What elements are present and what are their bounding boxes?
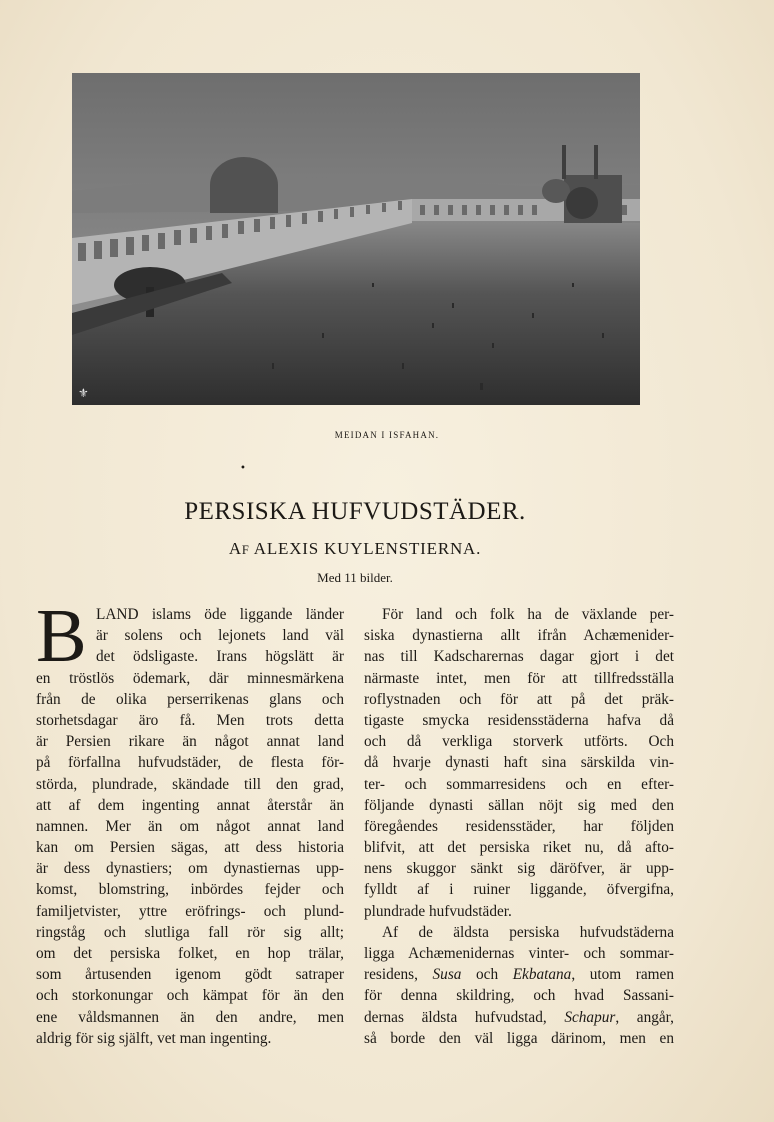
text-line: störda, plundrade, skändade till den grad, — [36, 775, 344, 793]
images-note: Med 11 bilder. — [317, 570, 393, 585]
text-line: För land och folk ha de växlande per- — [382, 606, 674, 623]
text-line: för denna skildring, och hvad Sassani- — [364, 987, 674, 1005]
text-line: roflystnaden och för att på det präk- — [364, 690, 674, 708]
author-prefix-a: A — [228, 539, 242, 558]
article-title: PERSISKA HUFVUDSTÄDER. — [184, 498, 526, 525]
text-line: storhetsdagar äro få. Men trots detta — [36, 711, 344, 729]
place-name-susa: Susa — [432, 966, 462, 984]
text-line: komst, blomstring, inbördes fejder och — [36, 881, 344, 899]
photo-caption: MEIDAN I ISFAHAN. — [334, 430, 440, 440]
text-line: siska dynastierna allt ifrån Achæmenider- — [364, 627, 674, 645]
text-line: ligga Achæmenidernas vinter- och sommar- — [364, 945, 674, 962]
right-column — [364, 604, 674, 1049]
text-line: så borde den väl ligga därinom, men en — [364, 1029, 674, 1047]
place-name-ekbatana: Ekbatana — [512, 966, 572, 984]
author-name: ALEXIS KUYLENSTIERNA. — [253, 539, 482, 558]
text-line: från de olika perserrikenas glans och — [36, 690, 344, 708]
text-line: ringståg och slutliga fall rör sig allt; — [36, 923, 344, 941]
ink-speck: • — [240, 463, 246, 474]
text-segment: och — [461, 966, 513, 984]
isfahan-square-image — [72, 73, 640, 405]
place-name-schapur: Schapur — [564, 1008, 616, 1026]
text-line: om det persiska folket, en hop trälar, — [36, 945, 344, 962]
text-line: det ödsligaste. Irans högslätt är — [96, 648, 344, 666]
text-line: närmaste intet, men för att tillfredsställa — [364, 669, 674, 687]
text-line: familjetvister, yttre eröfrings- och plund- — [36, 902, 344, 920]
text-line: följande dynasti sällan nöjt sig med den — [364, 796, 674, 814]
text-segment: , utom ramen — [571, 966, 674, 984]
text-line: nens skuggor sänkt sig däröfver, är upp- — [364, 860, 674, 878]
text-line: ene våldsmannen än den andre, men — [36, 1008, 344, 1026]
text-line: och då verkliga storverk utförts. Och — [364, 733, 674, 751]
text-line: tigaste smycka residensstäderna hafva då — [364, 711, 674, 729]
text-line: kan om Persien sägas, att dess historia — [36, 839, 344, 857]
drop-cap: B — [36, 594, 87, 678]
text-line: blifvit, att det persiska riket nu, då afto- — [364, 839, 674, 857]
text-line: föregåendes residensstäder, har följden — [364, 817, 674, 835]
text-line-mixed — [364, 1007, 674, 1028]
text-line: plundrade hufvudstäder. — [364, 902, 512, 920]
text-line: ter- och sommarresidens och en efter- — [364, 775, 674, 793]
svg-text:⚜: ⚜ — [78, 386, 89, 400]
text-line: nas till Kadscharernas dagar gjort i det — [364, 648, 674, 666]
text-line: fylldt af i ruiner liggande, öfvergifna, — [364, 881, 674, 899]
text-segment: residens, — [364, 966, 433, 984]
text-line: aldrig för sig själft, vet man ingenting. — [36, 1029, 272, 1047]
text-line: är Persien rikare än något annat land — [36, 733, 344, 751]
text-line: namnen. Mer än om något annat land — [36, 817, 344, 835]
text-line: LAND islams öde liggande länder — [96, 606, 344, 623]
text-segment: dernas äldsta hufvudstad, — [364, 1008, 565, 1026]
left-column — [36, 594, 344, 1049]
article-author — [0, 539, 710, 559]
text-line: som årtusenden igenom gödt satraper — [36, 966, 344, 984]
text-line: att af dem ingenting annat återstår än — [36, 796, 344, 814]
meidan-photograph — [72, 73, 640, 405]
text-line: Af de äldsta persiska hufvudstäderna — [382, 923, 674, 941]
text-segment: , angår, — [615, 1008, 674, 1026]
text-line: en tröstlös ödemark, där minnesmärkena — [36, 669, 344, 687]
text-line: är solens och lejonets land väl — [96, 627, 344, 645]
text-line: på förfallna hufvudstäder, de flesta för- — [36, 754, 344, 772]
text-line: är dess dynastiers; om dynastiernas upp- — [36, 860, 344, 878]
text-line: och storkonungar och kämpat för än den — [36, 987, 344, 1005]
text-line: då hvarje dynasti haft sina särskilda vin- — [364, 754, 674, 772]
text-line-mixed — [364, 964, 674, 985]
author-prefix-f: F — [241, 543, 250, 557]
